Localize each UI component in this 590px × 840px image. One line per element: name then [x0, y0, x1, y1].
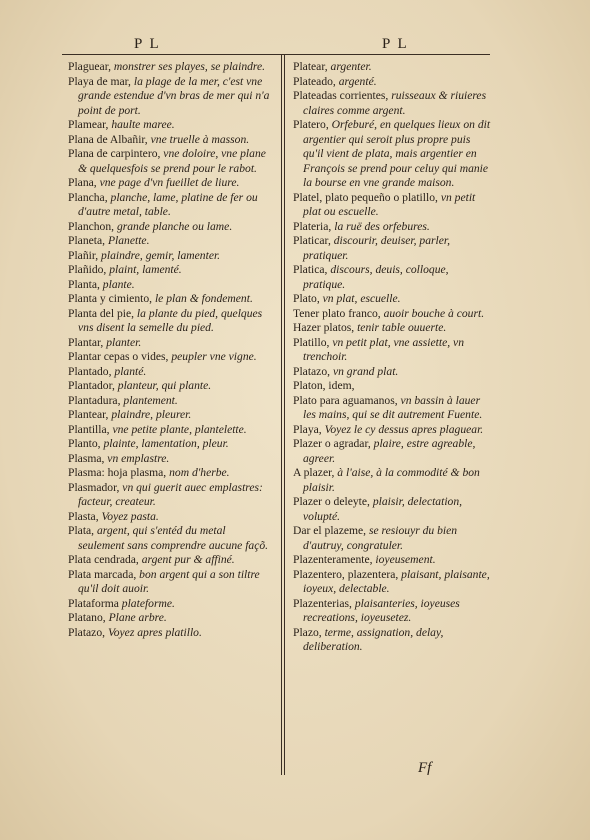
- entry-headword: Plateado,: [293, 74, 336, 88]
- entry-translation: plaisanteries, ioyeuses recreations, ioyeusetez.: [303, 596, 460, 624]
- dictionary-entry: [293, 118, 493, 191]
- entry-translation: vne page d'vn fueillet de liure.: [99, 176, 240, 189]
- entry-translation: plateforme.: [121, 596, 175, 610]
- entry-headword: Platear,: [293, 60, 328, 73]
- entry-headword: Plasma,: [68, 451, 105, 465]
- entry-headword: Plantar,: [68, 335, 104, 349]
- entry-translation: discourir, deuiser, parler, pratiquer.: [303, 234, 451, 262]
- entry-translation: à l'aise, à la commodité & bon plaisir.: [303, 466, 480, 494]
- dictionary-entry: [68, 220, 274, 235]
- dictionary-entry: [68, 75, 274, 119]
- entry-headword: Plamear,: [68, 118, 109, 131]
- header-left: P L: [134, 36, 161, 52]
- dictionary-entry: [293, 60, 493, 75]
- dictionary-entry: [293, 626, 493, 655]
- dictionary-entry: [293, 365, 493, 380]
- entry-translation: plaisant, plaisante, ioyeux, delectable.: [303, 567, 490, 595]
- entry-translation: Voyez pasta.: [101, 509, 159, 523]
- dictionary-entry: [68, 234, 274, 249]
- entry-headword: Plantear,: [68, 408, 109, 421]
- dictionary-entry: [293, 597, 493, 626]
- entry-headword: Planto,: [68, 437, 101, 450]
- entry-translation: plaindre, gemir, lamenter.: [101, 248, 221, 262]
- entry-headword: Plasmador,: [68, 480, 120, 494]
- dictionary-entry: [68, 263, 274, 278]
- entry-headword: Plasta,: [68, 509, 99, 523]
- entry-translation: plainte, lamentation, pleur.: [103, 437, 229, 450]
- entry-translation: argenté.: [338, 74, 377, 88]
- dictionary-entry: [68, 133, 274, 148]
- dictionary-entry: [293, 263, 493, 292]
- entry-headword: Platazo,: [293, 364, 331, 378]
- entry-headword: Platero,: [293, 118, 329, 131]
- entry-headword: Plazo,: [293, 625, 322, 639]
- entry-translation: Plane arbre.: [108, 611, 167, 624]
- entry-translation: auoir bouche à court.: [383, 306, 485, 320]
- dictionary-entry: [68, 466, 274, 481]
- entry-translation: ruisseaux & riuieres claires comme argent.: [303, 89, 487, 117]
- entry-headword: Planeta,: [68, 234, 106, 247]
- dictionary-entry: [68, 249, 274, 264]
- dictionary-entry: [68, 626, 274, 641]
- dictionary-entry: [293, 336, 493, 365]
- entry-translation: nom d'herbe.: [169, 466, 230, 479]
- dictionary-entry: [293, 191, 493, 220]
- entry-translation: vn petit plat ou escuelle.: [303, 190, 476, 218]
- dictionary-entry: [68, 394, 274, 409]
- entry-headword: Plataforma: [68, 596, 119, 610]
- entry-headword: Plantilla,: [68, 422, 110, 436]
- entry-headword: Playa de mar,: [68, 74, 131, 88]
- entry-headword: Platon, idem,: [293, 379, 355, 392]
- entry-headword: Plazer o deleyte,: [293, 495, 370, 508]
- column-divider: [281, 55, 282, 775]
- entry-translation: grande planche ou lame.: [116, 219, 233, 233]
- entry-translation: bon argent qui a son tiltre qu'il doit auoir.: [78, 567, 260, 595]
- dictionary-entry: [293, 495, 493, 524]
- entry-headword: Hazer platos,: [293, 321, 355, 334]
- entry-translation: vne doloire, vne plane & quelquesfois se prend pour le rabot.: [78, 147, 266, 175]
- entry-translation: vn plat, escuelle.: [322, 292, 401, 305]
- dictionary-entry: [68, 336, 274, 351]
- entry-translation: vn emplastre.: [107, 451, 170, 465]
- entry-headword: Planta y cimiento,: [68, 292, 153, 305]
- column-divider-double: [284, 55, 285, 775]
- entry-headword: Tener plato franco,: [293, 306, 381, 320]
- entry-translation: vn petit plat, vne assiette, vn trenchoir.: [303, 335, 464, 363]
- entry-headword: Plata marcada,: [68, 567, 137, 581]
- dictionary-entry: [293, 524, 493, 553]
- entry-translation: vne petite plante, plantelette.: [112, 422, 247, 436]
- entry-headword: Plantador,: [68, 379, 115, 392]
- entry-headword: Plato para aguamanos,: [293, 393, 398, 407]
- catchword: Ff: [418, 760, 432, 776]
- dictionary-entry: [68, 510, 274, 525]
- entry-headword: Plazenteramente,: [293, 553, 373, 566]
- entry-headword: Plateadas corrientes,: [293, 89, 389, 102]
- entry-translation: la ruë des orfebures.: [334, 219, 430, 233]
- entry-translation: la plante du pied, quelques vns disent la semelle du pied.: [78, 306, 263, 334]
- entry-translation: plaindre, pleurer.: [111, 408, 192, 421]
- entry-headword: Plana,: [68, 176, 97, 189]
- entry-translation: Planette.: [107, 234, 150, 247]
- entry-headword: Planchon,: [68, 219, 115, 233]
- dictionary-entry: [293, 379, 493, 394]
- left-column: [68, 60, 274, 640]
- dictionary-entry: [68, 408, 274, 423]
- entry-translation: plaisir, delectation, volupté.: [303, 495, 463, 523]
- entry-translation: argent pur & affiné.: [141, 553, 235, 566]
- entry-headword: Plana de Albañir,: [68, 132, 148, 146]
- dictionary-entry: [293, 89, 493, 118]
- dictionary-entry: [293, 394, 493, 423]
- dictionary-entry: [293, 292, 493, 307]
- header-right: P L: [382, 36, 409, 52]
- entry-headword: Plateria,: [293, 219, 332, 233]
- dictionary-entry: [293, 234, 493, 263]
- entry-headword: Playa,: [293, 422, 322, 436]
- dictionary-entry: [68, 365, 274, 380]
- dictionary-entry: [68, 611, 274, 626]
- entry-headword: Platano,: [68, 611, 106, 624]
- entry-headword: Plata cendrada,: [68, 553, 139, 566]
- entry-translation: Voyez apres platillo.: [107, 625, 202, 639]
- dictionary-entry: [68, 278, 274, 293]
- entry-headword: Plato,: [293, 292, 320, 305]
- entry-headword: Plantado,: [68, 364, 112, 378]
- entry-translation: planté.: [114, 364, 147, 378]
- entry-headword: Platica,: [293, 263, 328, 276]
- dictionary-entry: [68, 176, 274, 191]
- dictionary-entry: [68, 307, 274, 336]
- entry-headword: A plazer,: [293, 466, 335, 479]
- dictionary-entry: [68, 437, 274, 452]
- dictionary-entry: [68, 379, 274, 394]
- dictionary-entry: [293, 307, 493, 322]
- entry-translation: planter.: [106, 335, 142, 349]
- entry-headword: Plancha,: [68, 190, 108, 204]
- entry-translation: tenir table ouuerte.: [357, 321, 447, 334]
- entry-translation: vn bassin à lauer les mains, qui se dit autrement Fuente.: [303, 393, 483, 421]
- dictionary-entry: [293, 423, 493, 438]
- entry-headword: Plazenterias,: [293, 596, 352, 610]
- entry-translation: plantement.: [123, 393, 178, 407]
- entry-translation: Orfeburé, en quelques lieux on dit argentier qui seroit plus propre puis qu'il vient de plata, mais argentier en François se prend pour celuy qui manie la bourse en vne grande maison.: [303, 118, 491, 189]
- dictionary-entry: [293, 466, 493, 495]
- entry-headword: Plañir,: [68, 248, 99, 262]
- header-rule: [62, 54, 490, 55]
- entry-translation: discours, deuis, colloque, pratique.: [303, 263, 449, 291]
- entry-translation: haulte maree.: [111, 118, 175, 131]
- entry-translation: vne truelle à masson.: [150, 132, 250, 146]
- dictionary-entry: [293, 437, 493, 466]
- dictionary-entry: [68, 452, 274, 467]
- entry-headword: Plaguear,: [68, 60, 111, 73]
- entry-translation: plante.: [102, 277, 135, 291]
- entry-headword: Plazentero, plazentera,: [293, 567, 399, 581]
- entry-headword: Plazer o agradar,: [293, 437, 371, 450]
- dictionary-entry: [68, 350, 274, 365]
- entry-headword: Platel, plato pequeño o platillo,: [293, 190, 438, 204]
- entry-translation: la plage de la mer, c'est vne grande estendue d'vn bras de mer qui n'a point de port.: [78, 74, 270, 117]
- right-column: [293, 60, 493, 655]
- entry-headword: Platillo,: [293, 335, 330, 349]
- entry-translation: le plan & fondement.: [154, 292, 253, 305]
- entry-translation: plaint, lamenté.: [109, 263, 182, 276]
- dictionary-entry: [68, 147, 274, 176]
- entry-translation: vn grand plat.: [332, 364, 399, 378]
- entry-headword: Platazo,: [68, 625, 106, 639]
- entry-translation: planche, lame, platine de fer ou d'autre metal, table.: [78, 190, 258, 218]
- dictionary-entry: [68, 524, 274, 553]
- dictionary-entry: [68, 423, 274, 438]
- entry-headword: Planta del pie,: [68, 306, 135, 320]
- dictionary-entry: [293, 75, 493, 90]
- entry-translation: planteur, qui plante.: [117, 379, 212, 392]
- entry-translation: argenter.: [330, 60, 372, 73]
- dictionary-entry: [68, 553, 274, 568]
- entry-translation: monstrer ses playes, se plaindre.: [113, 60, 266, 73]
- entry-translation: argent, qui s'entéd du metal seulement sans comprendre aucune façõ.: [78, 524, 269, 552]
- dictionary-entry: [68, 292, 274, 307]
- dictionary-entry: [68, 597, 274, 612]
- entry-translation: plaire, estre agreable, agreer.: [303, 437, 476, 465]
- entry-headword: Planta,: [68, 277, 100, 291]
- entry-translation: ioyeusement.: [375, 553, 436, 566]
- entry-headword: Plasma: hoja plasma,: [68, 466, 167, 479]
- entry-headword: Plana de carpintero,: [68, 147, 161, 160]
- dictionary-entry: [68, 191, 274, 220]
- entry-headword: Plantar cepas o vides,: [68, 350, 169, 363]
- entry-headword: Dar el plazeme,: [293, 524, 367, 537]
- entry-translation: se resiouyr du bien d'autruy, congratuler.: [303, 524, 458, 552]
- dictionary-entry: [68, 568, 274, 597]
- entry-headword: Plañido,: [68, 263, 107, 276]
- dictionary-entry: [68, 60, 274, 75]
- entry-translation: vn qui guerit auec emplastres: facteur, createur.: [78, 480, 263, 508]
- entry-headword: Plata,: [68, 524, 95, 537]
- dictionary-entry: [293, 553, 493, 568]
- entry-headword: Plantadura,: [68, 393, 121, 407]
- entry-translation: Voyez le cy dessus apres plaguear.: [324, 422, 484, 436]
- entry-translation: peupler vne vigne.: [171, 350, 257, 363]
- dictionary-entry: [68, 118, 274, 133]
- dictionary-entry: [68, 481, 274, 510]
- entry-headword: Platicar,: [293, 234, 331, 247]
- running-header: [64, 30, 488, 52]
- dictionary-entry: [293, 568, 493, 597]
- dictionary-entry: [293, 220, 493, 235]
- entry-translation: terme, assignation, delay, deliberation.: [303, 625, 444, 653]
- dictionary-entry: [293, 321, 493, 336]
